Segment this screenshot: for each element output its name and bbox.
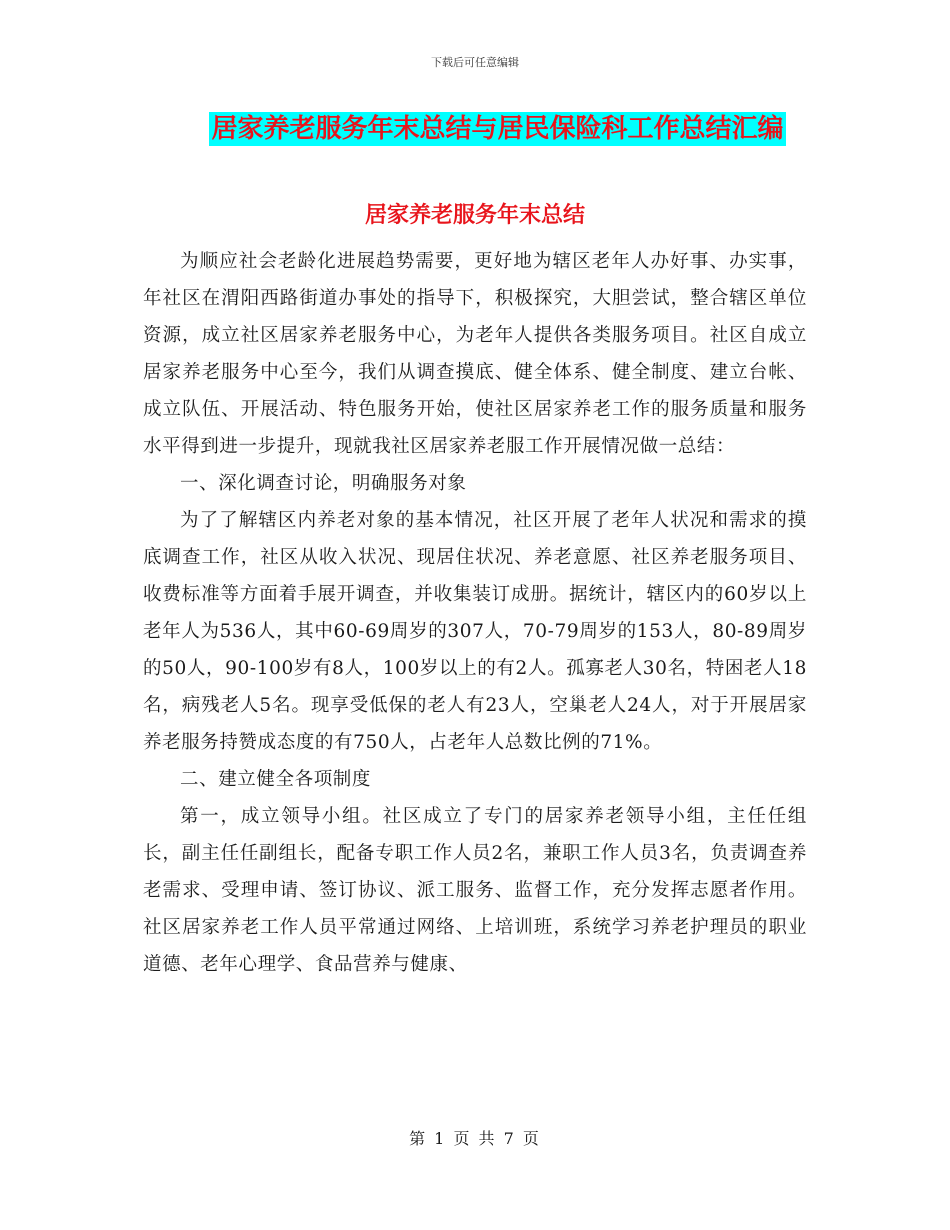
heading-investigation: 一、深化调查讨论，明确服务对象 [180, 473, 467, 494]
document-body [143, 243, 807, 983]
page-header-note: 下载后可任意编辑 [431, 56, 519, 69]
document-title: 居家养老服务年末总结与居民保险科工作总结汇编 [211, 114, 784, 144]
heading-systems: 二、建立健全各项制度 [180, 769, 372, 790]
page-number: 第 1 页 共 7 页 [409, 1129, 541, 1148]
paragraph-intro: 为顺应社会老龄化进展趋势需要，更好地为辖区老年人办好事、办实事，年社区在渭阳西路街道办事处的指导下，积极探究，大胆尝试，整合辖区单位资源，成立社区居家养老服务中心，为老年人提供各类服务项目。社区自成立居家养老服务中心至今，我们从调查摸底、健全体系、健全制度、建立台帐、成立队伍、开展活动、特色服务开始，使社区居家养老工作的服务质量和服务水平得到进一步提升，现就我社区居家养老服工作开展情况做一总结： [143, 251, 807, 457]
document-title-container [0, 112, 950, 146]
paragraph-investigation: 为了了解辖区内养老对象的基本情况，社区开展了老年人状况和需求的摸底调查工作，社区从收入状况、现居住状况、养老意愿、社区养老服务项目、收费标准等方面着手展开调查，并收集装订成册。据统计，辖区内的60岁以上老年人为536人，其中60-69周岁的307人，70-79周岁的153人，80-89周岁的50人，90-100岁有8人，100岁以上的有2人。孤寡老人30名，特困老人18名，病残老人5名。现享受低保的老人有23人，空巢老人24人，对于开展居家养老服务持赞成态度的有750人，占老年人总数比例的71%。 [143, 510, 807, 753]
section-title: 居家养老服务年末总结 [364, 203, 585, 228]
paragraph-leadership: 第一，成立领导小组。社区成立了专门的居家养老领导小组，主任任组长，副主任任副组长，配备专职工作人员2名，兼职工作人员3名，负责调查养老需求、受理申请、签订协议、派工服务、监督工作，充分发挥志愿者作用。社区居家养老工作人员平常通过网络、上培训班，系统学习养老护理员的职业道德、老年心理学、食品营养与健康、 [143, 806, 807, 975]
